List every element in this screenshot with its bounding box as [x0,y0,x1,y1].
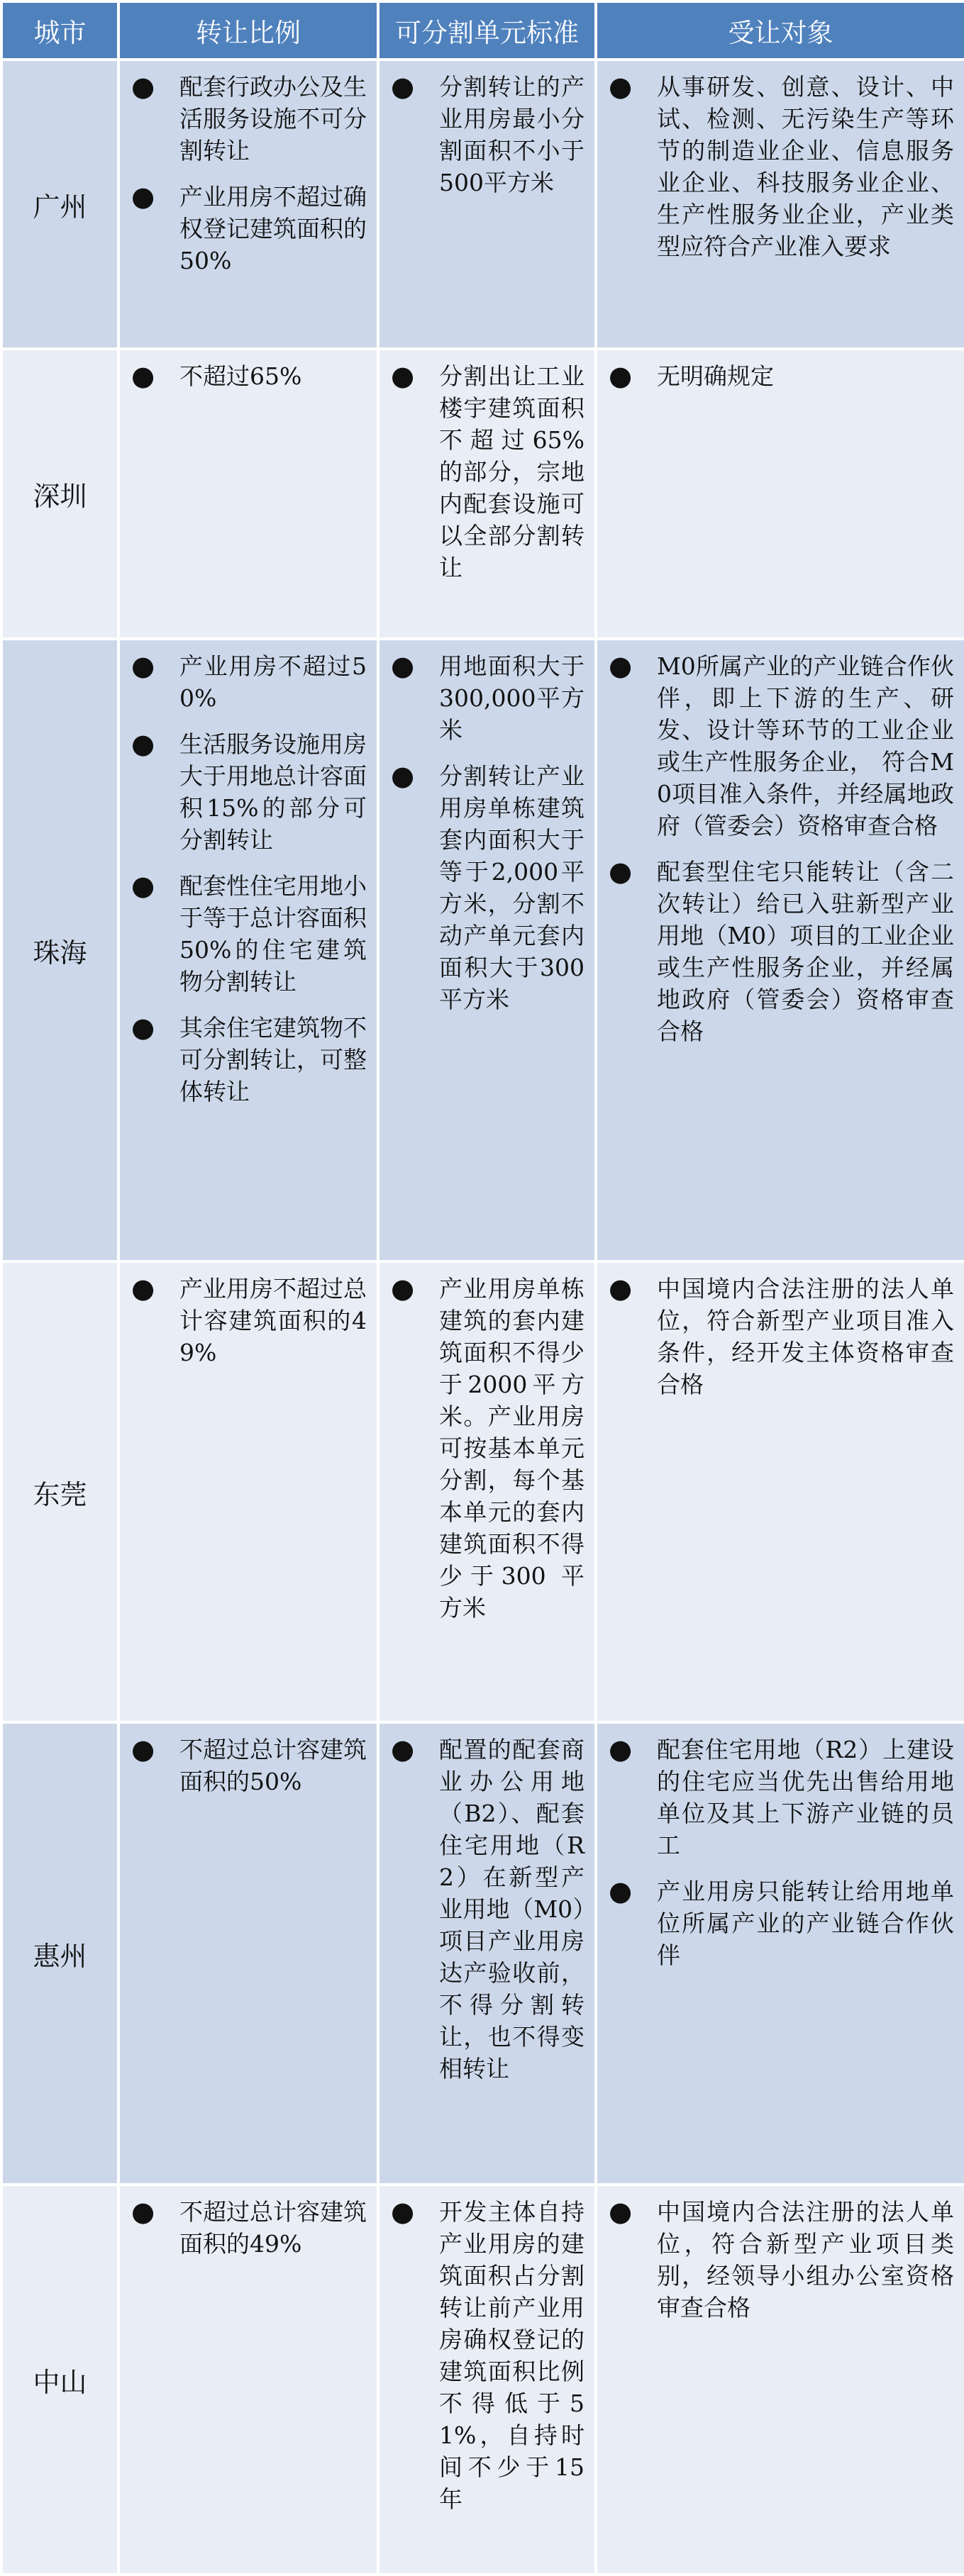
transferee-cell [596,349,964,639]
bullet-dot-icon: ● [609,1734,633,1765]
list-item [389,360,585,584]
list-item [130,1273,367,1368]
bullet-dot-icon: ● [131,1273,155,1304]
transferee-cell [596,1722,964,2185]
bullet-dot-icon: ● [609,1273,633,1304]
list-item-text: 不超过总计容建筑面积的49% [179,2198,367,2258]
transfer-ratio-cell [118,60,378,349]
city-cell: 惠州 [1,1722,118,2185]
list-item-text: 分割出让工业楼宇建筑面积不超过65%的部分，宗地内配套设施可以全部分割转让 [439,362,585,581]
list-item [607,650,954,842]
list-item-text: 配套行政办公及生活服务设施不可分割转让 [179,73,367,165]
bullet-dot-icon: ● [391,360,415,391]
city-cell: 深圳 [1,349,118,639]
bullet-list [379,61,594,199]
list-item [389,71,585,199]
table-header-row [1,1,964,60]
table-row [1,639,964,1261]
list-item [130,870,367,998]
transfer-ratio-cell [118,1722,378,2185]
transferee-cell [596,1261,964,1722]
bullet-dot-icon: ● [131,181,155,212]
bullet-dot-icon: ● [131,1734,155,1765]
bullet-dot-icon: ● [131,71,155,102]
bullet-list [597,640,964,1047]
list-item-text: 配置的配套商业办公用地（B2）、配套住宅用地（R2）在新型产业用地（M0）项目产业用房达产验收前，不得分割转让，也不得变相转让 [439,1736,585,2082]
table-row [1,1722,964,2185]
list-item-text: 开发主体自持产业用房的建筑面积占分割转让前产业用房确权登记的建筑面积比例不得低于51%，自持时间不少于15年 [439,2198,585,2513]
city-cell: 珠海 [1,639,118,1261]
bullet-dot-icon: ● [609,71,633,102]
bullet-dot-icon: ● [609,1875,633,1907]
transferee-cell [596,639,964,1261]
list-item-text: 产业用房不超过确权登记建筑面积的50% [179,183,367,274]
table-row [1,60,964,349]
transfer-ratio-cell [118,1261,378,1722]
transfer-ratio-cell [118,639,378,1261]
list-item-text: 中国境内合法注册的法人单位，符合新型产业项目类别，经领导小组办公室资格审查合格 [657,2198,954,2321]
transfer-ratio-cell [118,349,378,639]
list-item-text: 其余住宅建筑物不可分割转让，可整体转让 [179,1014,367,1105]
list-item [389,760,585,1015]
city-cell: 东莞 [1,1261,118,1722]
table-row [1,349,964,639]
list-item-text: 生活服务设施用房大于用地总计容面积15%的部分可分割转让 [179,730,367,854]
list-item-text: 配套住宅用地（R2）上建设的住宅应当优先出售给用地单位及其上下游产业链的员工 [657,1736,954,1859]
header-city: 城市 [1,1,118,60]
list-item [130,71,367,167]
transferee-cell [596,60,964,349]
list-item [389,650,585,746]
bullet-list [379,1724,594,2085]
bullet-dot-icon: ● [609,650,633,681]
list-item [130,1012,367,1108]
list-item-text: 分割转让产业用房单栋建筑套内面积大于等于2,000平方米，分割不动产单元套内面积大于300平方米 [439,762,585,1013]
list-item-text: 配套型住宅只能转让（含二次转让）给已入驻新型产业用地（M0）项目的工业企业或生产性服务企业，并经属地政府（管委会）资格审查合格 [657,858,954,1045]
list-item-text: 产业用房不超过总计容建筑面积的49% [179,1275,367,1366]
bullet-dot-icon: ● [131,360,155,391]
bullet-dot-icon: ● [609,856,633,887]
list-item-text: 用地面积大于300,000平方米 [439,652,585,744]
unit-standard-cell [378,639,596,1261]
bullet-list [120,350,377,392]
list-item [607,1734,954,1861]
bullet-list [597,1263,964,1400]
bullet-list [379,640,594,1015]
bullet-list [597,2186,964,2324]
bullet-dot-icon: ● [609,2196,633,2227]
city-cell: 中山 [1,2185,118,2575]
list-item-text: 中国境内合法注册的法人单位，符合新型产业项目准入条件，经开发主体资格审查合格 [657,1275,954,1398]
list-item [607,2196,954,2324]
bullet-list [597,1724,964,1971]
transferee-cell [596,2185,964,2575]
list-item-text: 产业用房单栋建筑的套内建筑面积不得少于2000平方米。产业用房可按基本单元分割，每个基本单元的套内建筑面积不得少于300 平方米 [439,1275,585,1622]
bullet-dot-icon: ● [131,2196,155,2227]
bullet-list [120,61,377,277]
bullet-dot-icon: ● [609,360,633,391]
table-row [1,1261,964,1722]
bullet-list [120,640,377,1108]
table-body [1,60,964,2575]
bullet-list [120,1724,377,1797]
list-item [130,2196,367,2260]
list-item [607,360,954,392]
bullet-dot-icon: ● [131,870,155,901]
list-item-text: 不超过65% [179,362,302,390]
header-transferee: 受让对象 [596,1,964,60]
list-item-text: 分割转让的产业用房最小分割面积不小于500平方米 [439,73,585,196]
list-item [607,71,954,262]
bullet-list [597,61,964,262]
list-item [130,1734,367,1797]
bullet-dot-icon: ● [131,1012,155,1043]
list-item [607,856,954,1047]
list-item [130,360,367,392]
list-item [130,728,367,856]
list-item-text: 产业用房只能转让给用地单位所属产业的产业链合作伙伴 [657,1878,954,1969]
header-transfer-ratio: 转让比例 [118,1,378,60]
bullet-dot-icon: ● [391,2196,415,2227]
list-item [389,1273,585,1624]
unit-standard-cell [378,1722,596,2185]
unit-standard-cell [378,60,596,349]
bullet-dot-icon: ● [131,728,155,759]
city-cell: 广州 [1,60,118,349]
unit-standard-cell [378,1261,596,1722]
list-item [607,1875,954,1971]
unit-standard-cell [378,2185,596,2575]
list-item [130,650,367,714]
list-item [607,1273,954,1400]
bullet-dot-icon: ● [131,650,155,681]
bullet-dot-icon: ● [391,650,415,681]
unit-standard-cell [378,349,596,639]
list-item-text: 从事研发、创意、设计、中试、检测、无污染生产等环节的制造业企业、信息服务业企业、科技服务业企业、生产性服务业企业，产业类型应符合产业准入要求 [657,73,954,260]
list-item-text: M0所属产业的产业链合作伙伴，即上下游的生产、研发、设计等环节的工业企业或生产性服务企业， 符合M0项目准入条件，并经属地政府（管委会）资格审查合格 [657,652,954,840]
list-item [389,1734,585,2085]
bullet-list [379,350,594,584]
bullet-list [120,2186,377,2260]
bullet-dot-icon: ● [391,760,415,791]
bullet-dot-icon: ● [391,1273,415,1304]
transfer-ratio-cell [118,2185,378,2575]
list-item-text: 不超过总计容建筑面积的50% [179,1736,367,1795]
list-item-text: 产业用房不超过50% [179,652,367,712]
list-item-text: 无明确规定 [657,362,774,390]
bullet-dot-icon: ● [391,1734,415,1765]
header-unit-standard: 可分割单元标准 [378,1,596,60]
table-row [1,2185,964,2575]
list-item [389,2196,585,2515]
list-item [130,181,367,277]
bullet-list [379,1263,594,1624]
list-item-text: 配套性住宅用地小于等于总计容面积50%的住宅建筑物分割转让 [179,872,367,996]
bullet-list [120,1263,377,1368]
bullet-list [379,2186,594,2515]
bullet-dot-icon: ● [391,71,415,102]
bullet-list [597,350,964,392]
